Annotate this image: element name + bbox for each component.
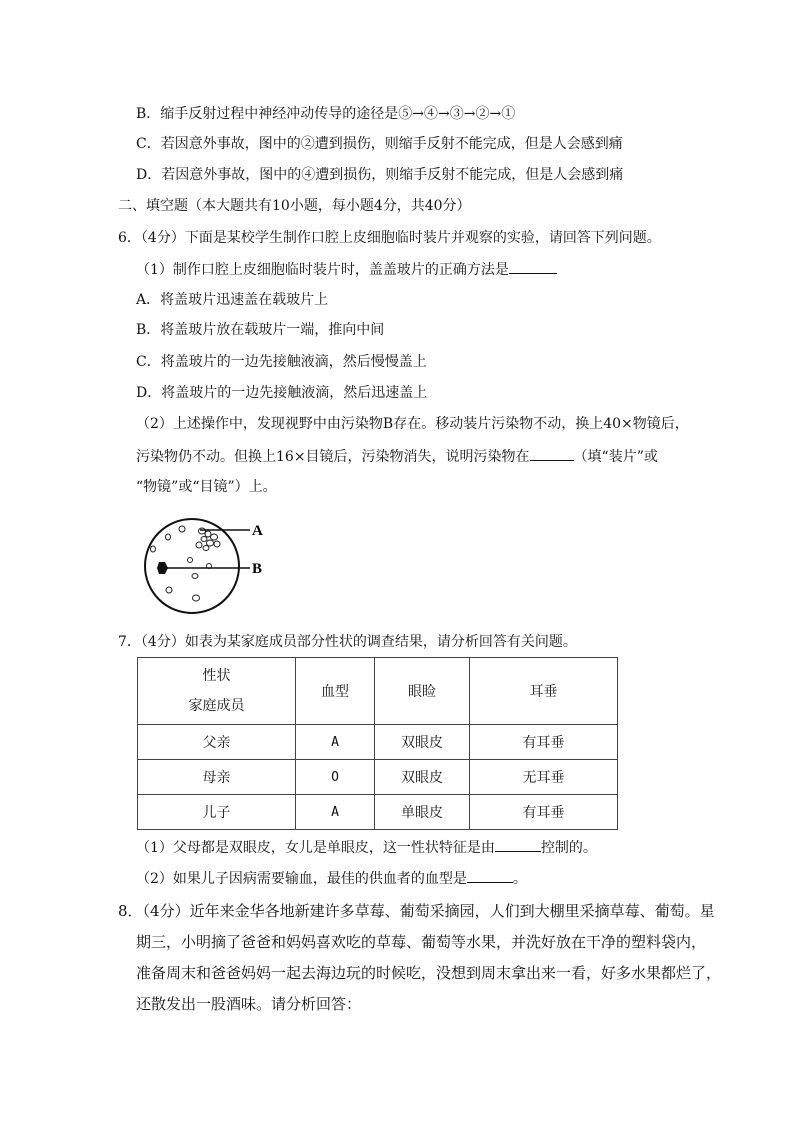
q6-sub2-line1: （2）上述操作中，发现视野中由污染物B存在。移动装片污染物不动，换上40×物镜后， <box>136 416 689 432</box>
table-cell: 母亲 <box>138 760 296 795</box>
q7-sub2-tail: 。 <box>512 871 527 887</box>
table-cell: A <box>296 795 375 830</box>
answer-blank[interactable] <box>530 446 574 461</box>
header-cell: 血型 <box>296 658 375 725</box>
header-member-label: 家庭成员 <box>188 698 245 714</box>
table-row <box>138 725 618 760</box>
q6-option-b: B．将盖玻片放在载玻片一端，推向中间 <box>136 322 385 338</box>
q6-sub2-line2 <box>136 446 658 467</box>
q6-sub2-text: 污染物仍不动。但换上16×目镜后，污染物消失，说明污染物在 <box>136 449 530 465</box>
q8-line3: 准备周末和爸爸妈妈一起去海边玩的时候吃，没想到周末拿出来一看，好多水果都烂了， <box>136 964 722 982</box>
q5-option-b: B．缩手反射过程中神经冲动传导的途径是⑤→④→③→②→① <box>136 106 516 122</box>
answer-blank[interactable] <box>509 259 557 274</box>
table-cell: 单眼皮 <box>375 795 470 830</box>
answer-blank[interactable] <box>467 868 513 883</box>
table-row <box>138 760 618 795</box>
q8-line1: 8．（4分）近年来金华各地新建许多草莓、葡萄采摘园，人们到大棚里采摘草莓、葡萄。星 <box>118 902 715 920</box>
table-cell: 有耳垂 <box>470 795 618 830</box>
table-corner-header <box>138 658 296 725</box>
table-cell: 无耳垂 <box>470 760 618 795</box>
label-a: A <box>252 523 263 539</box>
table-cell: O <box>296 760 375 795</box>
q7-sub1-text: （1）父母都是双眼皮，女儿是单眼皮，这一性状特征是由 <box>136 840 495 856</box>
q7-sub2-text: （2）如果儿子因病需要输血，最佳的供血者的血型是 <box>136 871 467 887</box>
q5-option-d: D．若因意外事故，图中的④遭到损伤，则缩手反射不能完成，但是人会感到痛 <box>136 167 624 183</box>
q7-sub1-tail: 控制的。 <box>540 840 597 856</box>
table-cell: 有耳垂 <box>470 725 618 760</box>
table-row <box>138 795 618 830</box>
answer-blank[interactable] <box>495 837 541 852</box>
q8-line4: 还散发出一股酒味。请分析回答： <box>136 995 362 1013</box>
section-heading: 二、填空题（本大题共有10小题，每小题4分，共40分） <box>118 198 471 214</box>
q7-stem: 7．（4分）如表为某家庭成员部分性状的调查结果，请分析回答有关问题。 <box>118 634 577 650</box>
q6-option-a: A．将盖玻片迅速盖在载玻片上 <box>136 292 329 308</box>
survey-table <box>137 657 618 830</box>
q6-sub1-text: （1）制作口腔上皮细胞临时装片时，盖盖玻片的正确方法是 <box>136 262 509 278</box>
q5-option-c: C．若因意外事故，图中的②遭到损伤，则缩手反射不能完成，但是人会感到痛 <box>136 136 623 152</box>
table-header-row <box>138 658 618 725</box>
table-cell: A <box>296 725 375 760</box>
table-cell: 双眼皮 <box>375 760 470 795</box>
header-trait-label: 性状 <box>202 668 231 684</box>
q6-option-d: D．将盖玻片的一边先接触液滴，然后迅速盖上 <box>136 385 428 401</box>
q6-sub2-hint: （填“装片”或 <box>573 449 658 465</box>
table-cell: 儿子 <box>138 795 296 830</box>
header-cell: 眼睑 <box>375 658 470 725</box>
q7-sub2 <box>136 868 527 889</box>
q6-sub2-line3: “物镜”或“目镜”）上。 <box>136 479 277 495</box>
label-b: B <box>252 561 263 577</box>
q7-sub1 <box>136 837 597 858</box>
header-cell: 耳垂 <box>470 658 618 725</box>
table-cell: 父亲 <box>138 725 296 760</box>
q6-option-c: C．将盖玻片的一边先接触液滴，然后慢慢盖上 <box>136 354 427 370</box>
q6-sub1 <box>136 259 557 280</box>
q8-line2: 期三，小明摘了爸爸和妈妈喜欢吃的草莓、葡萄等水果，并洗好放在干净的塑料袋内， <box>136 933 707 951</box>
table-cell: 双眼皮 <box>375 725 470 760</box>
microscope-field-figure <box>138 510 278 620</box>
q6-stem: 6．（4分）下面是某校学生制作口腔上皮细胞临时装片并观察的实验，请回答下列问题。 <box>118 230 661 246</box>
